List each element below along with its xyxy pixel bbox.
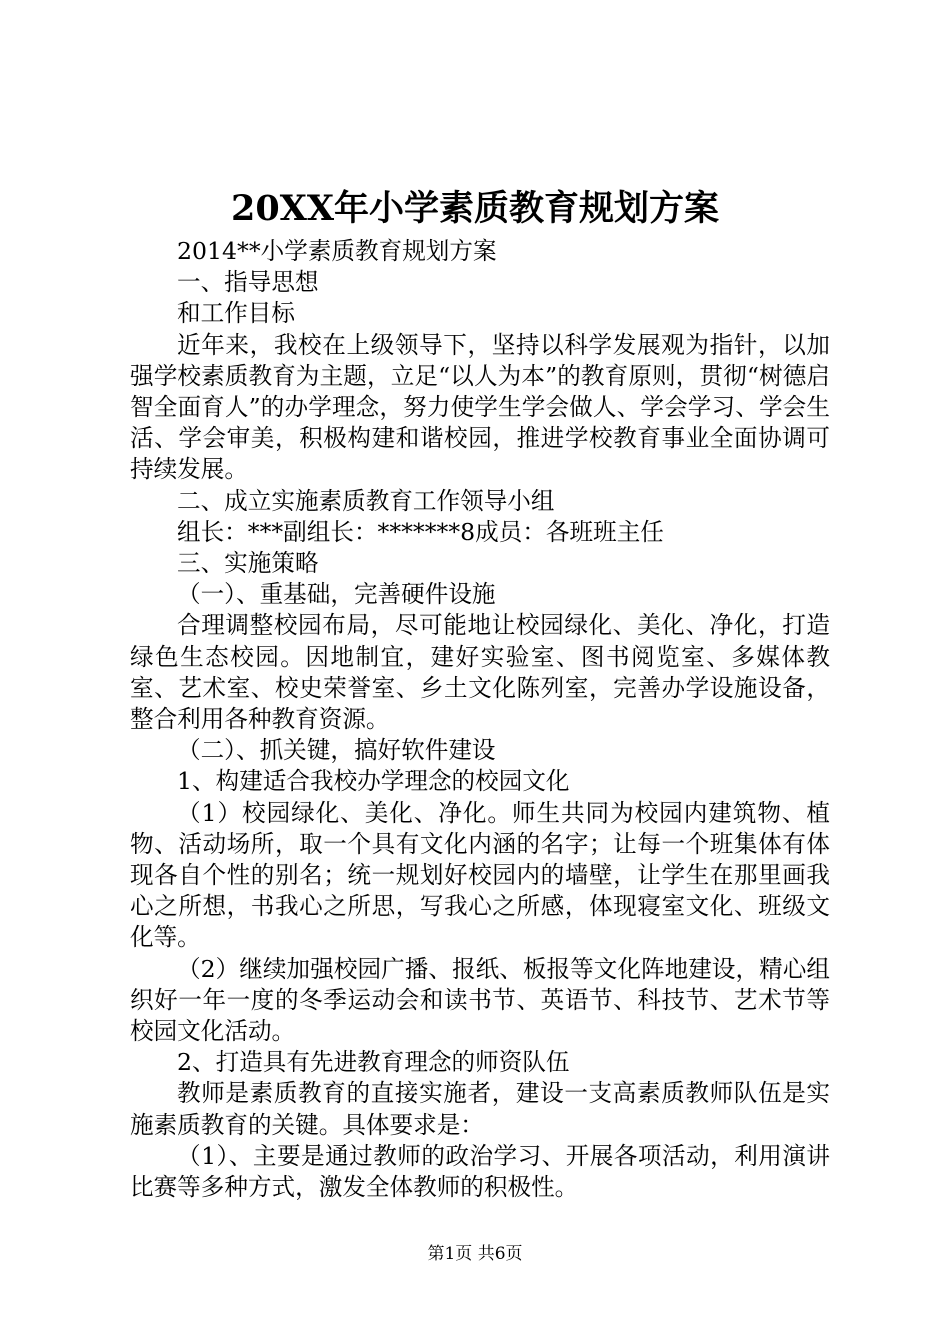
paragraph-subtitle: 2014**小学素质教育规划方案: [177, 237, 497, 265]
paragraph-group-members: 组长：***副组长：*******8成员：各班班主任: [177, 517, 664, 546]
paragraph-heading-leadership-group: 二、成立实施素质教育工作领导小组: [177, 486, 555, 515]
paragraph-heading-strategy: 三、实施策略: [177, 549, 319, 578]
paragraph-hardware: 合理调整校园布局，尽可能地让校园绿化、美化、净化，打造绿色生态校园。因地制宜，建好实验室、图书阅览室、多媒体教室、艺术室、校史荣誉室、乡土文化陈列室，完善办学设施设备，整合利用各种教育资源。: [130, 611, 830, 734]
paragraph-campus-greening: （1）校园绿化、美化、净化。师生共同为校园内建筑物、植物、活动场所，取一个具有文化内涵的名字；让每一个班集体有体现各自个性的别名；统一规划好校园内的墙壁，让学生在那里画我心之所想，书我心之所思，写我心之所感，体现寝室文化、班级文化等。: [130, 798, 830, 952]
page-number-footer: 第1页 共6页: [427, 1244, 523, 1264]
paragraph-heading-campus-culture: 1、构建适合我校办学理念的校园文化: [177, 767, 570, 796]
paragraph-heading-hardware: （一）、重基础，完善硬件设施: [177, 580, 496, 609]
paragraph-intro: 近年来，我校在上级领导下，坚持以科学发展观为指针，以加强学校素质教育为主题，立足“以人为本”的教育原则，贯彻“树德启智全面育人”的办学理念，努力使学生学会做人、学会学习、学会生活、学会审美，积极构建和谐校园，推进学校教育事业全面协调可持续发展。: [130, 330, 830, 484]
paragraph-heading-teachers: 2、打造具有先进教育理念的师资队伍: [177, 1048, 570, 1077]
paragraph-teachers: 教师是素质教育的直接实施者，建设一支高素质教师队伍是实施素质教育的关键。具体要求是：: [130, 1079, 830, 1139]
paragraph-culture-activities: （2）继续加强校园广播、报纸、板报等文化阵地建设，精心组织好一年一度的冬季运动会和读书节、英语节、科技节、艺术节等校园文化活动。: [130, 954, 830, 1046]
document-body: [130, 236, 830, 1203]
paragraph-heading-software: （二）、抓关键，搞好软件建设: [177, 736, 496, 765]
paragraph-heading-guiding-thought: 一、指导思想: [177, 268, 319, 297]
paragraph-heading-work-goal: 和工作目标: [177, 299, 295, 328]
document-title: 20XX年小学素质教育规划方案: [230, 188, 720, 229]
paragraph-teacher-requirement-1: （1）、主要是通过教师的政治学习、开展各项活动，利用演讲比赛等多种方式，激发全体教师的积极性。: [130, 1141, 830, 1202]
